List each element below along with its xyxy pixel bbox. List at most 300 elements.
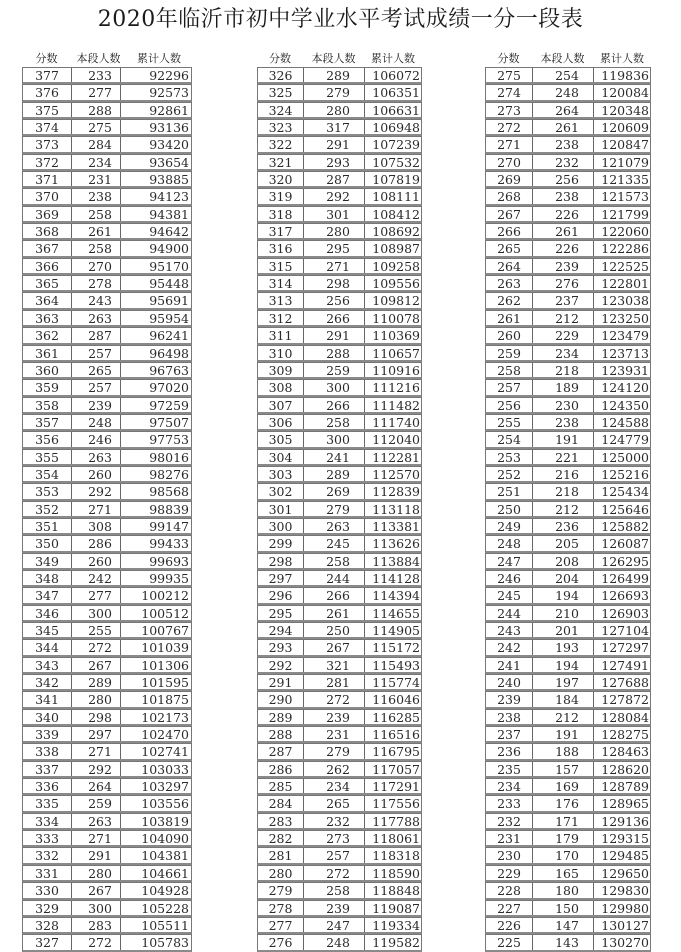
segment-count-cell: 271 <box>72 831 121 845</box>
score-cell: 265 <box>486 241 533 255</box>
score-cell: 262 <box>486 293 533 307</box>
segment-count-cell: 237 <box>533 293 594 307</box>
score-cell: 266 <box>486 224 533 238</box>
table-row <box>257 431 422 448</box>
cumulative-count-cell: 100212 <box>141 588 189 604</box>
cumulative-count-cell: 113626 <box>372 536 420 552</box>
cumulative-count-cell: 103033 <box>141 761 189 777</box>
score-cell: 329 <box>23 901 72 915</box>
score-cell: 260 <box>486 328 533 342</box>
table-row <box>257 119 422 136</box>
table-row <box>485 292 651 309</box>
cumulative-count-cell: 96763 <box>149 362 189 378</box>
cumulative-count-cell: 99147 <box>149 518 189 534</box>
cumulative-count-cell: 105783 <box>141 935 189 951</box>
cumulative-count-cell: 114128 <box>372 570 420 586</box>
score-cell: 362 <box>23 328 72 342</box>
cumulative-count-cell: 111216 <box>372 380 420 396</box>
cumulative-count-cell: 122060 <box>601 224 649 240</box>
segment-count-cell: 266 <box>304 588 365 602</box>
segment-count-cell: 300 <box>304 380 365 394</box>
cumulative-count-cell: 124120 <box>601 380 649 396</box>
cumulative-count-cell: 105228 <box>141 900 189 916</box>
score-cell: 252 <box>486 467 533 481</box>
cumulative-count-cell: 128275 <box>601 727 649 743</box>
table-row <box>485 188 651 205</box>
segment-count-cell: 245 <box>304 536 365 550</box>
score-cell: 331 <box>23 866 72 880</box>
score-table-2 <box>257 52 422 952</box>
table-row <box>485 743 651 760</box>
table-row <box>257 761 422 778</box>
score-cell: 231 <box>486 831 533 845</box>
cumulative-count-cell: 103297 <box>141 779 189 795</box>
header-cumulative-count: 累计人数 <box>371 52 415 65</box>
cumulative-count-cell: 123479 <box>601 328 649 344</box>
segment-count-cell: 273 <box>304 831 365 845</box>
table-row <box>485 154 651 171</box>
segment-count-cell: 229 <box>533 328 594 342</box>
score-cell: 371 <box>23 172 72 186</box>
segment-count-cell: 260 <box>72 467 121 481</box>
segment-count-cell: 189 <box>533 380 594 394</box>
cumulative-count-cell: 104661 <box>141 865 189 881</box>
score-cell: 248 <box>486 536 533 550</box>
table-row <box>485 466 651 483</box>
cumulative-count-cell: 106631 <box>372 102 420 118</box>
table-row <box>257 795 422 812</box>
score-cell: 276 <box>258 935 304 949</box>
segment-count-cell: 261 <box>533 120 594 134</box>
score-cell: 292 <box>258 658 304 672</box>
score-cell: 261 <box>486 311 533 325</box>
cumulative-count-cell: 120084 <box>601 85 649 101</box>
segment-count-cell: 272 <box>304 866 365 880</box>
score-cell: 264 <box>486 259 533 273</box>
table-row <box>485 414 651 431</box>
table-row <box>22 67 192 84</box>
segment-count-cell: 247 <box>304 918 365 932</box>
segment-count-cell: 239 <box>72 398 121 412</box>
cumulative-count-cell: 118590 <box>372 865 420 881</box>
score-cell: 237 <box>486 727 533 741</box>
cumulative-count-cell: 115774 <box>372 675 420 691</box>
score-cell: 366 <box>23 259 72 273</box>
score-cell: 313 <box>258 293 304 307</box>
cumulative-count-cell: 95170 <box>149 258 189 274</box>
table-row <box>22 535 192 552</box>
score-cell: 375 <box>23 103 72 117</box>
table-row <box>485 761 651 778</box>
table-row <box>22 657 192 674</box>
cumulative-count-cell: 98568 <box>149 484 189 500</box>
cumulative-count-cell: 114655 <box>372 605 420 621</box>
segment-count-cell: 308 <box>72 519 121 533</box>
segment-count-cell: 287 <box>72 328 121 342</box>
segment-count-cell: 176 <box>533 796 594 810</box>
table-row <box>22 743 192 760</box>
score-cell: 273 <box>486 103 533 117</box>
page-title: 2020年临沂市初中学业水平考试成绩一分一段表 <box>97 7 584 32</box>
segment-count-cell: 280 <box>72 866 121 880</box>
table-row <box>257 778 422 795</box>
score-cell: 284 <box>258 796 304 810</box>
cumulative-count-cell: 94381 <box>149 206 189 222</box>
segment-count-cell: 292 <box>72 484 121 498</box>
table-row <box>22 934 192 951</box>
table-row <box>485 345 651 362</box>
cumulative-count-cell: 100512 <box>141 605 189 621</box>
segment-count-cell: 279 <box>304 744 365 758</box>
table-row <box>22 570 192 587</box>
cumulative-count-cell: 120609 <box>601 120 649 136</box>
score-cell: 350 <box>23 536 72 550</box>
table-row <box>485 934 651 951</box>
header-score: 分数 <box>497 52 520 65</box>
table-header <box>485 52 651 65</box>
table-row <box>22 449 192 466</box>
cumulative-count-cell: 106948 <box>372 120 420 136</box>
segment-count-cell: 180 <box>533 883 594 897</box>
table-row <box>22 345 192 362</box>
score-cell: 344 <box>23 640 72 654</box>
segment-count-cell: 293 <box>304 155 365 169</box>
cumulative-count-cell: 108692 <box>372 224 420 240</box>
table-row <box>485 67 651 84</box>
segment-count-cell: 289 <box>304 467 365 481</box>
table-row <box>257 102 422 119</box>
score-cell: 368 <box>23 224 72 238</box>
segment-count-cell: 212 <box>533 311 594 325</box>
cumulative-count-cell: 93420 <box>149 137 189 153</box>
score-cell: 254 <box>486 432 533 446</box>
cumulative-count-cell: 103556 <box>141 796 189 812</box>
segment-count-cell: 276 <box>533 276 594 290</box>
segment-count-cell: 259 <box>72 796 121 810</box>
cumulative-count-cell: 124350 <box>601 397 649 413</box>
segment-count-cell: 292 <box>304 189 365 203</box>
score-cell: 245 <box>486 588 533 602</box>
score-cell: 339 <box>23 727 72 741</box>
score-cell: 272 <box>486 120 533 134</box>
score-cell: 225 <box>486 935 533 949</box>
table-row <box>257 327 422 344</box>
segment-count-cell: 286 <box>72 536 121 550</box>
table-row <box>257 67 422 84</box>
table-row <box>257 900 422 917</box>
table-row <box>22 553 192 570</box>
table-row <box>257 483 422 500</box>
cumulative-count-cell: 108412 <box>372 206 420 222</box>
cumulative-count-cell: 99935 <box>149 570 189 586</box>
score-cell: 376 <box>23 85 72 99</box>
cumulative-count-cell: 112570 <box>372 466 420 482</box>
table-row <box>485 830 651 847</box>
score-cell: 297 <box>258 571 304 585</box>
score-cell: 335 <box>23 796 72 810</box>
cumulative-count-cell: 94123 <box>149 189 189 205</box>
score-cell: 347 <box>23 588 72 602</box>
segment-count-cell: 241 <box>304 450 365 464</box>
segment-count-cell: 317 <box>304 120 365 134</box>
cumulative-count-cell: 129315 <box>601 831 649 847</box>
table-row <box>257 449 422 466</box>
table-row <box>22 154 192 171</box>
score-cell: 353 <box>23 484 72 498</box>
score-cell: 267 <box>486 207 533 221</box>
score-cell: 370 <box>23 189 72 203</box>
segment-count-cell: 232 <box>304 814 365 828</box>
score-cell: 348 <box>23 571 72 585</box>
table-header <box>22 52 192 65</box>
score-cell: 251 <box>486 484 533 498</box>
segment-count-cell: 288 <box>72 103 121 117</box>
score-cell: 279 <box>258 883 304 897</box>
score-cell: 280 <box>258 866 304 880</box>
segment-count-cell: 257 <box>72 380 121 394</box>
score-cell: 340 <box>23 710 72 724</box>
segment-count-cell: 271 <box>72 502 121 516</box>
segment-count-cell: 212 <box>533 710 594 724</box>
cumulative-count-cell: 126499 <box>601 570 649 586</box>
score-cell: 343 <box>23 658 72 672</box>
segment-count-cell: 272 <box>72 935 121 949</box>
segment-count-cell: 281 <box>304 675 365 689</box>
cumulative-count-cell: 114394 <box>372 588 420 604</box>
segment-count-cell: 291 <box>72 848 121 862</box>
table-row <box>485 397 651 414</box>
score-cell: 282 <box>258 831 304 845</box>
score-cell: 342 <box>23 675 72 689</box>
score-cell: 336 <box>23 779 72 793</box>
header-segment-count: 本段人数 <box>311 52 356 65</box>
score-cell: 286 <box>258 762 304 776</box>
cumulative-count-cell: 124588 <box>601 414 649 430</box>
cumulative-count-cell: 114905 <box>372 623 420 638</box>
score-cell: 285 <box>258 779 304 793</box>
segment-count-cell: 238 <box>533 189 594 203</box>
table-row <box>22 258 192 275</box>
cumulative-count-cell: 111482 <box>372 397 420 413</box>
segment-count-cell: 275 <box>72 120 121 134</box>
cumulative-count-cell: 98016 <box>149 449 189 465</box>
table-row <box>257 587 422 604</box>
cumulative-count-cell: 117788 <box>372 813 420 829</box>
segment-count-cell: 197 <box>533 675 594 689</box>
table-row <box>257 570 422 587</box>
segment-count-cell: 301 <box>304 207 365 221</box>
table-row <box>257 188 422 205</box>
table-row <box>22 691 192 708</box>
table-row <box>257 223 422 240</box>
cumulative-count-cell: 108987 <box>372 241 420 257</box>
segment-count-cell: 238 <box>533 137 594 151</box>
score-cell: 259 <box>486 346 533 360</box>
cumulative-count-cell: 126903 <box>601 605 649 621</box>
cumulative-count-cell: 125434 <box>601 484 649 500</box>
score-cell: 359 <box>23 380 72 394</box>
table-row <box>257 258 422 275</box>
cumulative-count-cell: 129485 <box>601 848 649 864</box>
cumulative-count-cell: 97020 <box>149 380 189 396</box>
score-cell: 263 <box>486 276 533 290</box>
score-cell: 304 <box>258 450 304 464</box>
segment-count-cell: 261 <box>533 224 594 238</box>
score-cell: 230 <box>486 848 533 862</box>
table-row <box>257 240 422 257</box>
score-cell: 283 <box>258 814 304 828</box>
segment-count-cell: 297 <box>72 727 121 741</box>
table-row <box>22 639 192 656</box>
cumulative-count-cell: 126693 <box>601 588 649 604</box>
cumulative-count-cell: 100767 <box>141 623 189 638</box>
table-row <box>22 813 192 830</box>
cumulative-count-cell: 117291 <box>372 779 420 795</box>
score-cell: 243 <box>486 623 533 637</box>
score-cell: 278 <box>258 901 304 915</box>
cumulative-count-cell: 99433 <box>149 536 189 552</box>
score-cell: 314 <box>258 276 304 290</box>
score-cell: 291 <box>258 675 304 689</box>
table-row <box>485 223 651 240</box>
score-cell: 320 <box>258 172 304 186</box>
segment-count-cell: 184 <box>533 692 594 706</box>
segment-count-cell: 288 <box>304 346 365 360</box>
table-row <box>22 171 192 188</box>
segment-count-cell: 250 <box>304 623 365 637</box>
score-cell: 332 <box>23 848 72 862</box>
table-row <box>257 518 422 535</box>
segment-count-cell: 295 <box>304 241 365 255</box>
segment-count-cell: 272 <box>304 692 365 706</box>
table-row <box>22 674 192 691</box>
segment-count-cell: 266 <box>304 311 365 325</box>
table-row <box>485 795 651 812</box>
cumulative-count-cell: 93654 <box>149 154 189 170</box>
score-cell: 270 <box>486 155 533 169</box>
segment-count-cell: 157 <box>533 762 594 776</box>
score-cell: 299 <box>258 536 304 550</box>
table-body <box>22 67 192 952</box>
table-row <box>485 778 651 795</box>
cumulative-count-cell: 119836 <box>601 68 649 83</box>
segment-count-cell: 257 <box>304 848 365 862</box>
cumulative-count-cell: 102173 <box>141 709 189 725</box>
table-row <box>22 414 192 431</box>
table-row <box>485 310 651 327</box>
segment-count-cell: 244 <box>304 571 365 585</box>
score-cell: 305 <box>258 432 304 446</box>
table-row <box>485 570 651 587</box>
table-row <box>257 275 422 292</box>
score-cell: 306 <box>258 415 304 429</box>
segment-count-cell: 231 <box>304 727 365 741</box>
table-row <box>485 483 651 500</box>
cumulative-count-cell: 113118 <box>372 501 420 517</box>
cumulative-count-cell: 122286 <box>601 241 649 257</box>
segment-count-cell: 300 <box>72 901 121 915</box>
table-row <box>22 518 192 535</box>
cumulative-count-cell: 127297 <box>601 640 649 656</box>
segment-count-cell: 238 <box>533 415 594 429</box>
score-cell: 307 <box>258 398 304 412</box>
cumulative-count-cell: 125646 <box>601 501 649 517</box>
cumulative-count-cell: 130127 <box>601 917 649 933</box>
table-row <box>22 587 192 604</box>
score-cell: 301 <box>258 502 304 516</box>
segment-count-cell: 267 <box>304 640 365 654</box>
score-cell: 240 <box>486 675 533 689</box>
segment-count-cell: 284 <box>72 137 121 151</box>
segment-count-cell: 188 <box>533 744 594 758</box>
cumulative-count-cell: 112839 <box>372 484 420 500</box>
cumulative-count-cell: 121335 <box>601 172 649 188</box>
table-row <box>257 674 422 691</box>
segment-count-cell: 239 <box>304 901 365 915</box>
table-row <box>22 397 192 414</box>
table-row <box>257 830 422 847</box>
cumulative-count-cell: 116046 <box>372 692 420 708</box>
cumulative-count-cell: 126087 <box>601 536 649 552</box>
score-cell: 288 <box>258 727 304 741</box>
cumulative-count-cell: 101306 <box>141 657 189 673</box>
table-row <box>485 327 651 344</box>
segment-count-cell: 280 <box>304 103 365 117</box>
segment-count-cell: 191 <box>533 432 594 446</box>
table-body <box>257 67 422 952</box>
segment-count-cell: 243 <box>72 293 121 307</box>
table-row <box>485 639 651 656</box>
cumulative-count-cell: 116795 <box>372 744 420 760</box>
table-row <box>22 900 192 917</box>
segment-count-cell: 300 <box>72 606 121 620</box>
table-row <box>22 882 192 899</box>
segment-count-cell: 266 <box>304 398 365 412</box>
segment-count-cell: 246 <box>72 432 121 446</box>
cumulative-count-cell: 123713 <box>601 345 649 361</box>
cumulative-count-cell: 120847 <box>601 137 649 153</box>
score-cell: 277 <box>258 918 304 932</box>
cumulative-count-cell: 113884 <box>372 553 420 569</box>
cumulative-count-cell: 98839 <box>149 501 189 517</box>
table-row <box>485 622 651 639</box>
segment-count-cell: 269 <box>304 484 365 498</box>
table-row <box>257 934 422 951</box>
segment-count-cell: 277 <box>72 85 121 99</box>
cumulative-count-cell: 93885 <box>149 172 189 188</box>
table-row <box>257 397 422 414</box>
score-cell: 349 <box>23 554 72 568</box>
score-cell: 357 <box>23 415 72 429</box>
cumulative-count-cell: 128084 <box>601 709 649 725</box>
cumulative-count-cell: 118318 <box>372 848 420 864</box>
score-cell: 319 <box>258 189 304 203</box>
segment-count-cell: 271 <box>304 259 365 273</box>
score-cell: 374 <box>23 120 72 134</box>
cumulative-count-cell: 97259 <box>149 397 189 413</box>
table-row <box>22 865 192 882</box>
score-table-3 <box>485 52 651 952</box>
segment-count-cell: 263 <box>72 311 121 325</box>
table-row <box>485 691 651 708</box>
cumulative-count-cell: 122801 <box>601 276 649 292</box>
cumulative-count-cell: 105511 <box>141 917 189 933</box>
segment-count-cell: 165 <box>533 866 594 880</box>
cumulative-count-cell: 98276 <box>149 466 189 482</box>
score-cell: 311 <box>258 328 304 342</box>
cumulative-count-cell: 96241 <box>149 328 189 344</box>
cumulative-count-cell: 128620 <box>601 761 649 777</box>
